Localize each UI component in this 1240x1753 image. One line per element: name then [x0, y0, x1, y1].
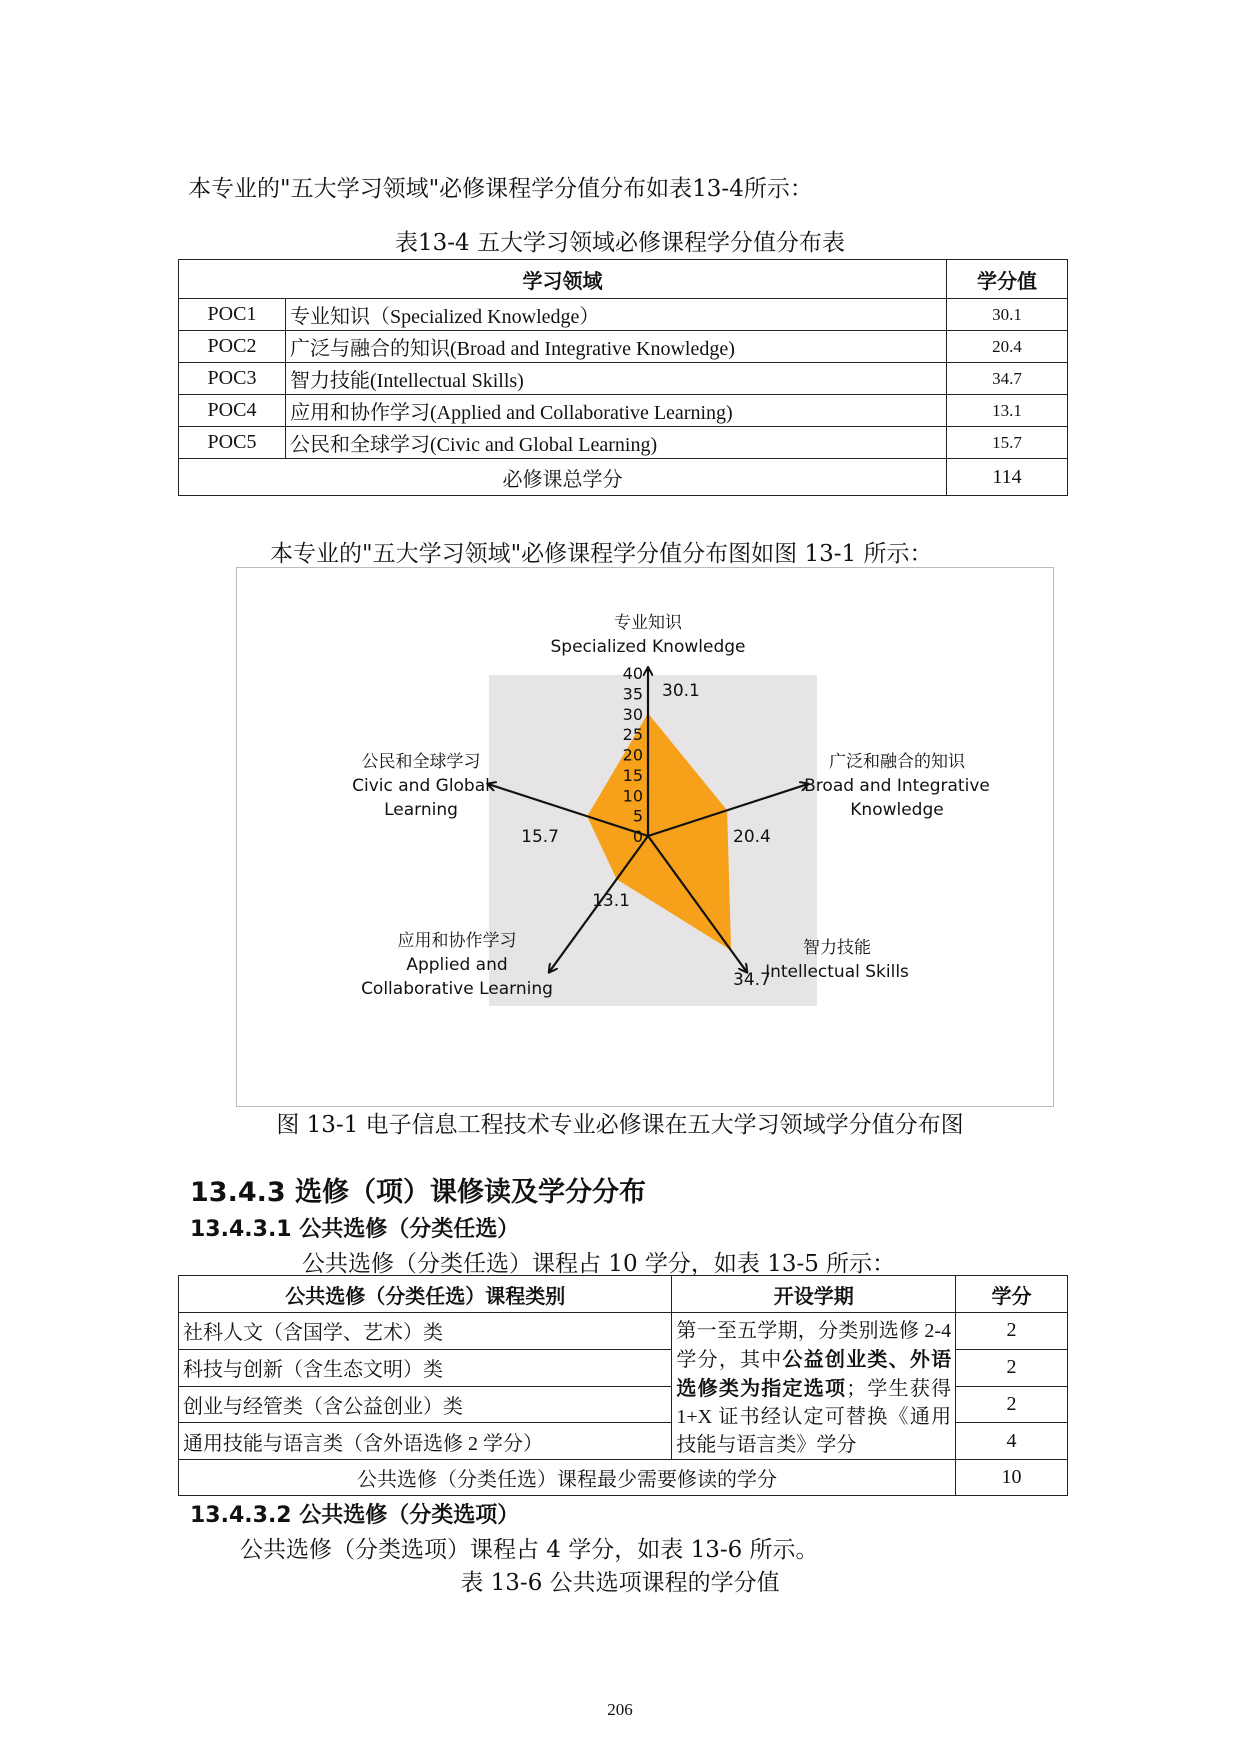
table-total-row	[179, 1460, 1068, 1496]
course-credit: 2	[956, 1386, 1068, 1423]
axis-category-label: Learning	[384, 800, 458, 820]
total-credit-label: 必修课总学分	[179, 459, 947, 496]
header-course-category: 公共选修（分类任选）课程类别	[179, 1276, 672, 1313]
section-heading: 13.4.3 选修（项）课修读及学分分布	[190, 1177, 647, 1208]
axis-category-label: Intellectual Skills	[765, 962, 909, 982]
axis-category-label: 专业知识	[614, 613, 682, 633]
semester-text-part: ；学生获得 1+X 证书经认定可替换《通用技能与语言类》学分	[676, 1378, 952, 1456]
figure-caption: 图 13-1 电子信息工程技术专业必修课在五大学习领域学分值分布图	[276, 1112, 964, 1138]
domain-name: 智力技能(Intellectual Skills)	[286, 363, 947, 395]
table-header-row	[179, 260, 1068, 299]
axis-category-label: 应用和协作学习	[397, 931, 517, 951]
axis-category-label: 广泛和融合的知识	[829, 752, 965, 772]
axis-tick-label: 10	[622, 786, 643, 806]
course-credit: 2	[956, 1313, 1068, 1350]
domain-name: 公民和全球学习(Civic and Global Learning)	[286, 427, 947, 459]
table-row	[179, 299, 1068, 331]
axis-tick-label: 25	[622, 725, 643, 745]
data-value-label: 34.7	[733, 970, 771, 990]
course-credit: 2	[956, 1349, 1068, 1386]
domain-name: 应用和协作学习(Applied and Collaborative Learning)	[286, 395, 947, 427]
page-number: 206	[607, 1700, 633, 1719]
radar-chart	[237, 568, 1053, 1106]
domain-code: POC2	[179, 331, 286, 363]
subsection-paragraph: 公共选修（分类任选）课程占 10 学分，如表 13-5 所示：	[302, 1251, 896, 1277]
radar-chart-frame	[236, 567, 1054, 1107]
table-13-4	[178, 259, 1068, 496]
semester-description	[672, 1313, 956, 1460]
header-credit: 学分	[956, 1276, 1068, 1313]
axis-category-label: Specialized Knowledge	[550, 637, 746, 657]
axis-tick-label: 40	[622, 664, 643, 683]
subsection-heading: 13.4.3.1 公共选修（分类任选）	[190, 1217, 520, 1242]
table-row	[179, 331, 1068, 363]
figure-intro-paragraph: 本专业的"五大学习领域"必修课程学分值分布图如图 13-1 所示：	[270, 541, 933, 567]
domain-code: POC5	[179, 427, 286, 459]
axis-tick-label: 15	[622, 765, 643, 785]
table-row	[179, 363, 1068, 395]
domain-code: POC3	[179, 363, 286, 395]
domain-credit: 15.7	[947, 427, 1068, 459]
axis-tick-label: 30	[622, 704, 643, 724]
subsection-heading: 13.4.3.2 公共选修（分类选项）	[190, 1503, 520, 1528]
table-total-row	[179, 459, 1068, 496]
axis-tick-label: 20	[622, 745, 643, 765]
domain-name: 专业知识（Specialized Knowledge）	[286, 299, 947, 331]
axis-tick-label: 0	[632, 827, 643, 846]
intro-paragraph: 本专业的"五大学习领域"必修课程学分值分布如表13-4所示：	[188, 176, 813, 202]
data-value-label: 30.1	[662, 681, 700, 701]
table-13-6-caption: 表 13-6 公共选项课程的学分值	[460, 1570, 780, 1596]
domain-code: POC1	[179, 299, 286, 331]
semester-text-emphasis: 公益创业类、外语选修类为指定选项	[676, 1347, 952, 1400]
header-credit-value: 学分值	[947, 260, 1068, 299]
axis-category-label: Collaborative Learning	[361, 979, 553, 999]
axis-category-label: 公民和全球学习	[361, 752, 481, 772]
axis-category-label: Knowledge	[850, 800, 944, 820]
table-row	[179, 395, 1068, 427]
header-learning-domain: 学习领域	[179, 260, 947, 299]
domain-code: POC4	[179, 395, 286, 427]
header-semester: 开设学期	[672, 1276, 956, 1313]
domain-credit: 13.1	[947, 395, 1068, 427]
axis-category-label: Civic and Global	[352, 776, 490, 796]
course-credit: 4	[956, 1423, 1068, 1460]
domain-credit: 30.1	[947, 299, 1068, 331]
semester-text-part: 第一至五学期，分类别选修 2-4 学分，其中	[676, 1320, 952, 1371]
table-row	[179, 427, 1068, 459]
table-13-4-caption: 表13-4 五大学习领域必修课程学分值分布表	[395, 230, 845, 256]
axis-category-label: 智力技能	[803, 938, 871, 958]
axis-category-label: Applied and	[406, 955, 508, 975]
domain-credit: 20.4	[947, 331, 1068, 363]
table-row	[179, 1313, 1068, 1350]
min-credit-value: 10	[956, 1460, 1068, 1496]
data-value-label: 20.4	[733, 827, 771, 847]
table-header-row	[179, 1276, 1068, 1313]
course-category: 社科人文（含国学、艺术）类	[179, 1313, 672, 1350]
course-category: 通用技能与语言类（含外语选修 2 学分）	[179, 1423, 672, 1460]
axis-category-label: Broad and Integrative	[804, 776, 990, 796]
axis-tick-label: 35	[622, 684, 643, 704]
subsection-paragraph: 公共选修（分类选项）课程占 4 学分，如表 13-6 所示。	[240, 1537, 819, 1563]
axis-tick-label: 5	[632, 806, 643, 826]
course-category: 科技与创新（含生态文明）类	[179, 1349, 672, 1386]
total-credit-value: 114	[947, 459, 1068, 496]
data-value-label: 15.7	[521, 827, 559, 847]
domain-credit: 34.7	[947, 363, 1068, 395]
data-value-label: 13.1	[592, 891, 630, 911]
min-credit-label: 公共选修（分类任选）课程最少需要修读的学分	[179, 1460, 956, 1496]
course-category: 创业与经管类（含公益创业）类	[179, 1386, 672, 1423]
domain-name: 广泛与融合的知识(Broad and Integrative Knowledge)	[286, 331, 947, 363]
table-13-5	[178, 1275, 1068, 1496]
